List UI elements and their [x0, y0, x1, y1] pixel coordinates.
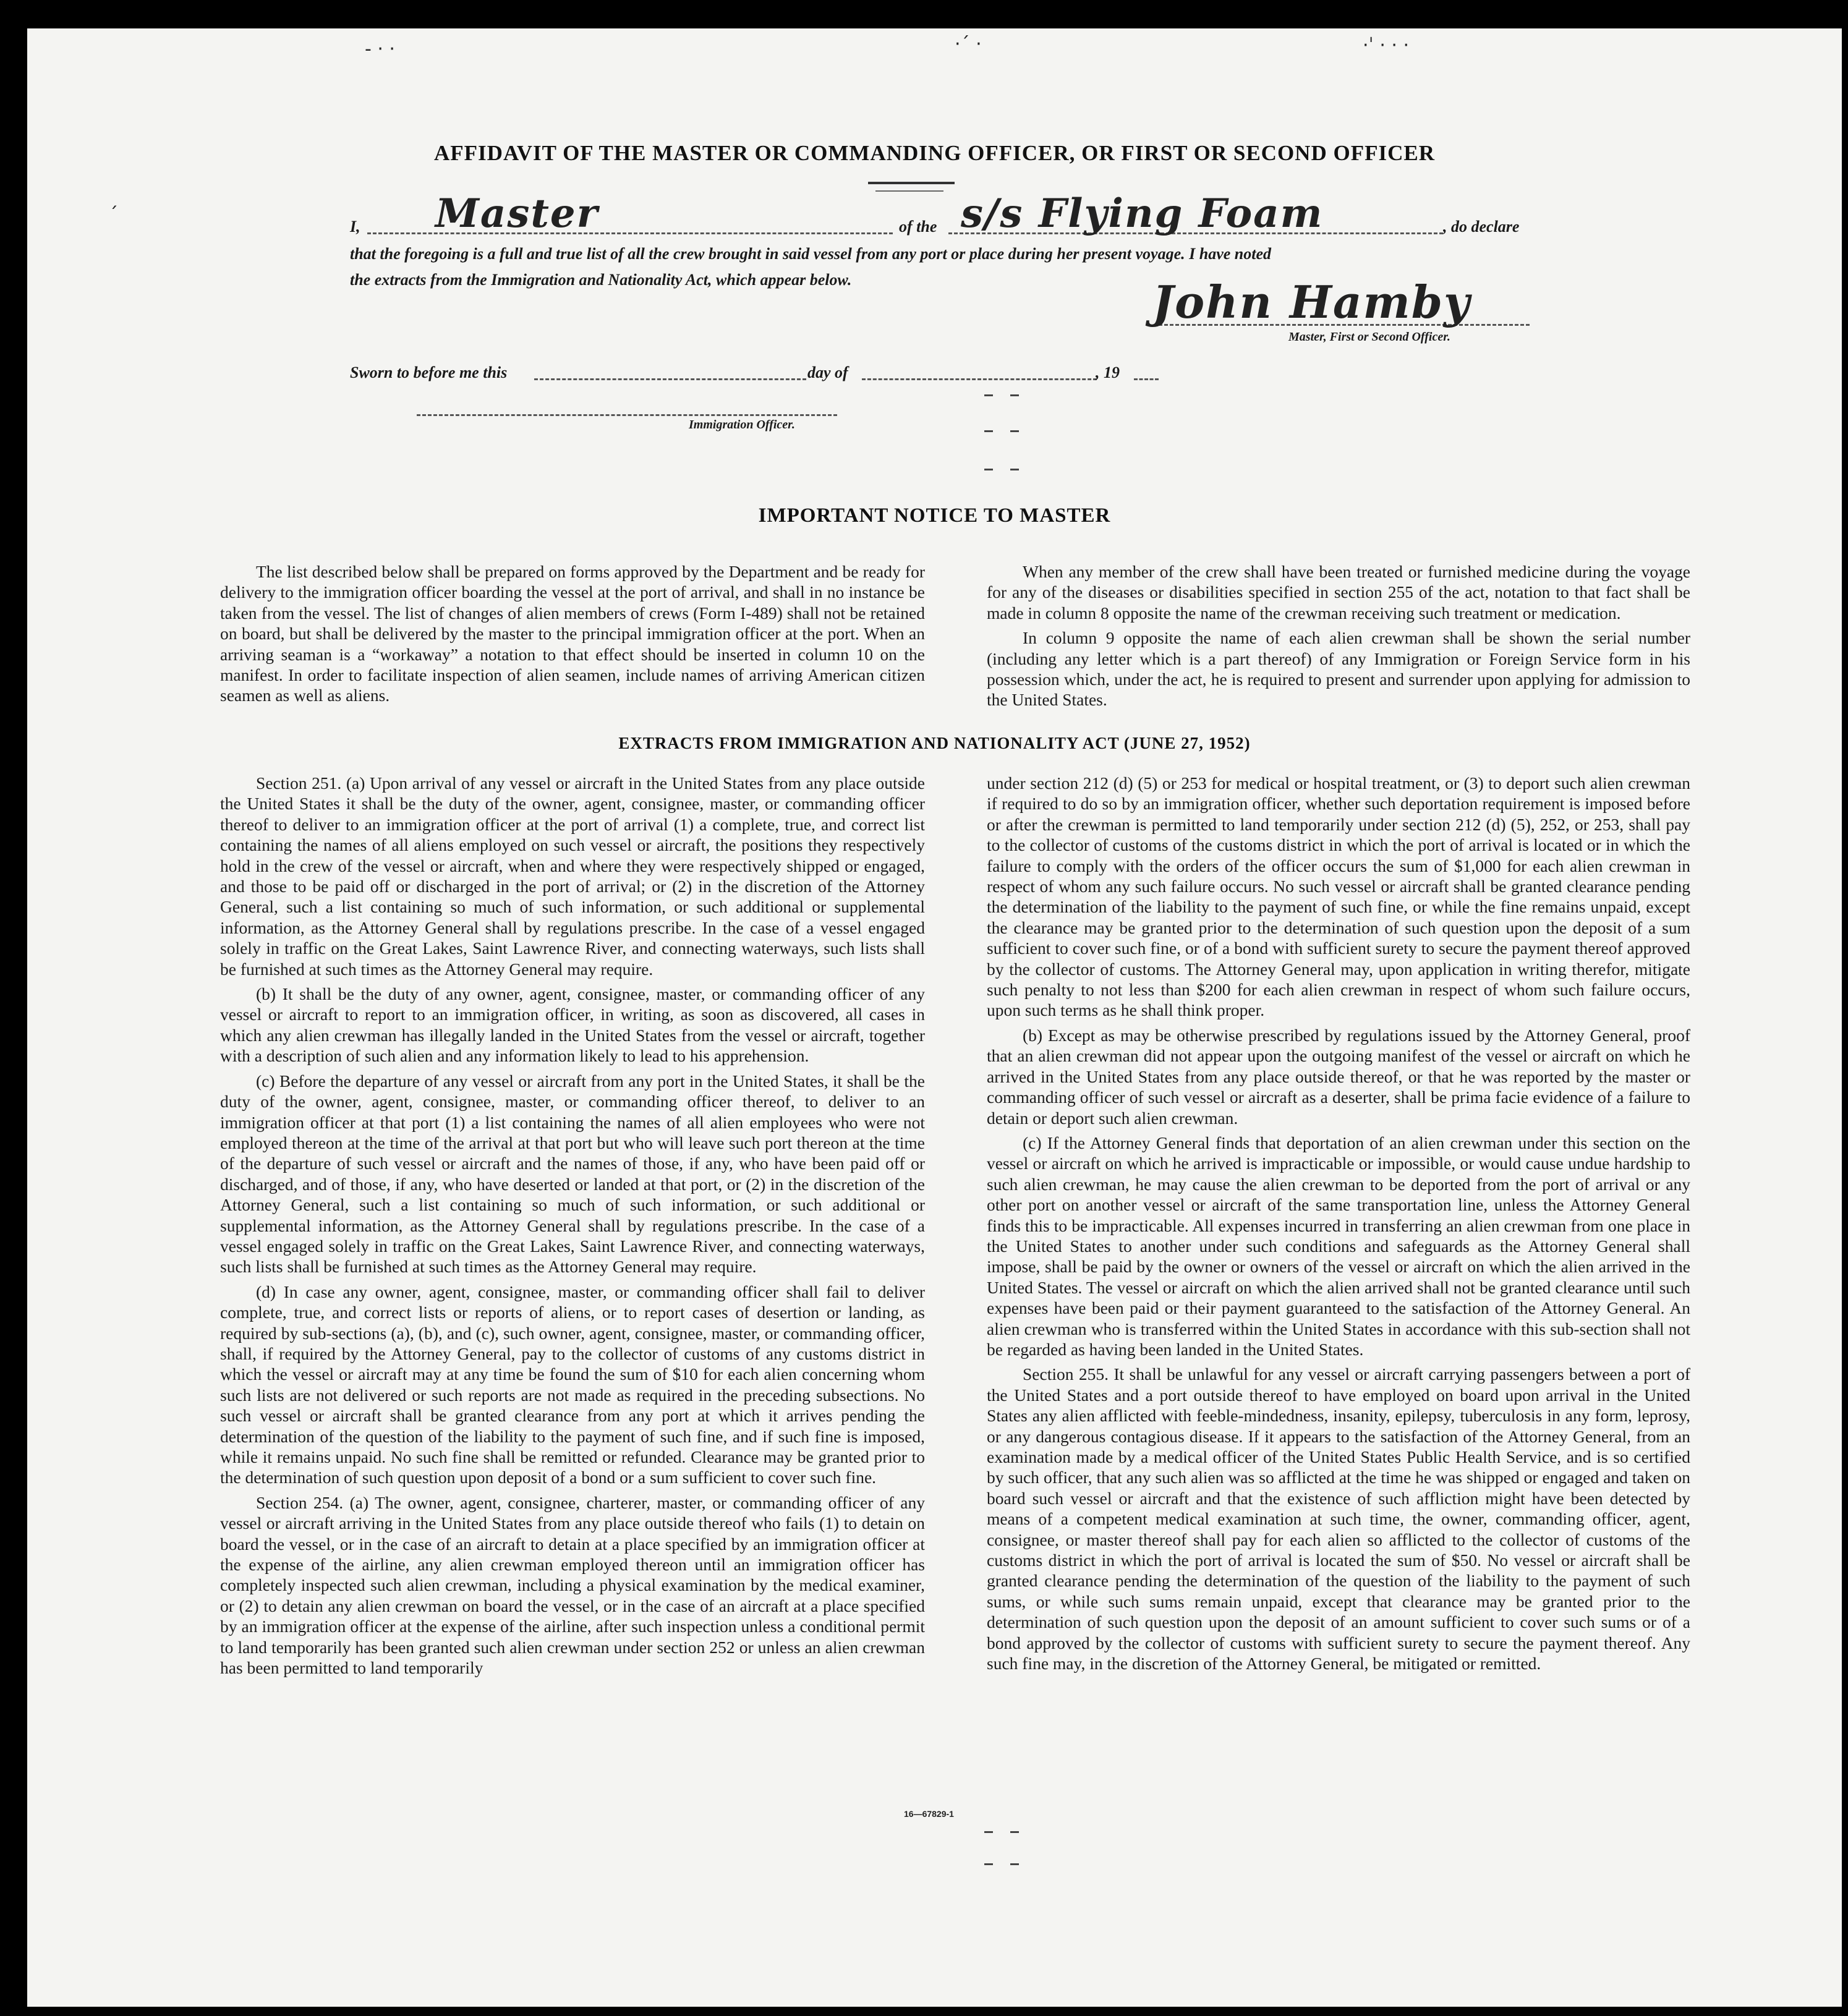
statement-line-1: that the foregoing is a full and true list of all the crew brought in said vessel from any port or place during her present voyage. I have noted	[350, 245, 1272, 263]
affidavit-title: AFFIDAVIT OF THE MASTER OR COMMANDING OFFICER, OR FIRST OR SECOND OFFICER	[434, 141, 1435, 165]
scan-mark	[1010, 1863, 1019, 1865]
scan-mark	[1010, 1831, 1019, 1833]
signature-caption: Master, First or Second Officer.	[1288, 330, 1450, 344]
form-number: 16—67829-1	[904, 1809, 954, 1819]
extracts-right-column	[987, 773, 1690, 1678]
sworn-day-line	[534, 378, 806, 380]
scan-mark	[984, 430, 993, 432]
officer-caption: Immigration Officer.	[689, 418, 795, 432]
sworn-prefix: Sworn to before me this	[350, 364, 508, 381]
title-rule	[875, 190, 943, 192]
year-line	[1134, 378, 1159, 380]
notice-right-column	[987, 561, 1690, 715]
notice-title: IMPORTANT NOTICE TO MASTER	[758, 504, 1111, 527]
scan-speck: ˏ	[109, 188, 118, 210]
notice-paragraph: The list described below shall be prepared on forms approved by the Department and be ready for delivery to the immigration officer boarding the vessel at the port of arrival, and shall in no instance be taken from the vessel. The list of changes of alien members of crews (Form I-489) shall not be retained on board, but shall be delivered by the master to the principal immigration officer at the port. When an arriving seaman is a “workaway” a notation to that effect should be inserted in column 10 on the manifest. In order to facilitate inspection of alien seamen, include names of arriving American citizen seamen as well as aliens.	[220, 562, 925, 705]
extract-paragraph: (b) It shall be the duty of any owner, agent, consignee, master, or commanding officer of any vessel or aircraft to report to an immigration officer, in writing, as soon as discovered, all cases in which any alien crewman has illegally landed in the United States from the vessel or aircraft, together with a description of such alien and any information likely to lead to his apprehension.	[220, 984, 925, 1066]
title-rule	[868, 182, 955, 184]
scan-speck: ·´ ·	[955, 33, 982, 55]
vessel-handwritten: s/s Flying Foam	[961, 190, 1324, 237]
notice-paragraph: When any member of the crew shall have been treated or furnished medicine during the voyage for any of the diseases or disabilities specified in section 255 of the act, notation to that fact shall be made in column 8 opposite the name of the crewman receiving such treatment or medication.	[987, 562, 1690, 623]
officer-line	[417, 414, 837, 416]
notice-left-column	[220, 561, 925, 710]
day-of-label: day of	[807, 364, 848, 381]
extracts-left-column	[220, 773, 925, 1682]
scan-mark	[1010, 394, 1019, 396]
notice-paragraph: In column 9 opposite the name of each alien crewman shall be shown the serial number (including any letter which is a part thereof) of any Immigration or Foreign Service form in his possession which, under the act, he is required to present and surrender upon applying for admission to the United States.	[987, 628, 1690, 710]
scan-mark	[984, 394, 993, 396]
scan-mark	[984, 469, 993, 470]
extract-paragraph: (b) Except as may be otherwise prescribed by regulations issued by the Attorney General, proof that an alien crewman did not appear upon the outgoing manifest of the vessel or aircraft on which he arrived in the United States from any place outside thereof, or that he was reported by the master or commanding officer of such vessel or aircraft as a deserter, shall be prima facie evidence of a failure to detain or deport such alien crewman.	[987, 1025, 1690, 1128]
declarant-handwritten: Master	[435, 190, 599, 237]
extract-paragraph: Section 254. (a) The owner, agent, consignee, charterer, master, or commanding officer of any vessel or aircraft arriving in the United States from any place outside thereof who fails (1) to detain on board the vessel, or in the case of an aircraft to detain at a place specified by an immigration officer at the expense of the airline, any alien crewman employed thereon until an immigration officer has completely inspected such alien crewman, including a physical examination by the medical examiner, or (2) to detain any alien crewman on board the vessel, or in the case of an aircraft at a place specified by an immigration officer at the expense of the airline, after such inspection unless a conditional permit to land temporarily has been granted such alien crewman under section 252 or unless an alien crewman has been permitted to land temporarily	[220, 1492, 925, 1678]
scan-speck: - · ·	[365, 38, 395, 60]
sworn-month-line	[862, 378, 1097, 380]
statement-line-2: the extracts from the Immigration and Nationality Act, which appear below.	[350, 271, 852, 289]
extract-paragraph-continued: under section 212 (d) (5) or 253 for medical or hospital treatment, or (3) to deport such alien crewman if required to do so by an immigration officer, whether such deportation requirement is imposed before or after the crewman is permitted to land temporarily under section 212 (d) (5), 252, or 253, shall pay to the collector of customs of the customs district in which the port of arrival is located or in which the failure to comply with the orders of the officer occurs the sum of $1,000 for each alien crewman in respect of whom any such failure occurs. No such vessel or aircraft shall be granted clearance pending the determination of the liability to the payment of such fine, or while the fine remains unpaid, except the clearance may be granted prior to the determination of such question upon the deposit of a sum sufficient to cover such fine, or of a bond with sufficient surety to secure the payment thereof approved by the collector of customs. The Attorney General may, upon application in writing therefor, mitigate such penalty to not less than $200 for each alien crewman in respect of whom such failure occurs, upon such terms as he shall think proper.	[987, 773, 1690, 1020]
extract-paragraph: Section 255. It shall be unlawful for any vessel or aircraft carrying passengers between a port of the United States and a port outside thereof to have employed on board upon arrival in the United States any alien afflicted with feeble-mindedness, insanity, epilepsy, tuberculosis in any form, leprosy, or any dangerous contagious disease. If it appears to the satisfaction of the Attorney General, from an examination made by a medical officer of the United States Public Health Service, and is so certified by such officer, that any such alien was so afflicted at the time he was shipped or engaged and taken on board such vessel or aircraft and that the existence of such affliction might have been detected by means of a competent medical examination at such time, the owner, commanding officer, agent, consignee, or master thereof shall pay for each alien so afflicted to the collector of customs of the customs district in which the port of arrival is located the sum of $50. No vessel or aircraft shall be granted clearance pending the determination of the question of the liability to the payment of such sums, or while such sums remain unpaid, except that clearance may be granted prior to the determination of such question upon the deposit of an amount sufficient to cover such sums or of a bond approved by the collector of customs with sufficient surety to secure the payment thereof. Any such fine may, in the discretion of the Attorney General, be mitigated or remitted.	[987, 1364, 1690, 1674]
extract-paragraph: (c) If the Attorney General finds that deportation of an alien crewman under this section on the vessel or aircraft on which he arrived is impracticable or impossible, or would cause undue hardship to such alien crewman, he may cause the alien crewman to be deported from the port of arrival or any other port on another vessel or aircraft of the same transportation line, unless the Attorney General finds this to be impracticable. All expenses incurred in transferring an alien crewman from one place in the United States to another under such conditions and safeguards as the Attorney General shall impose, shall be paid by the owner or owners of the vessel or aircraft on which the alien arrived in the United States. The vessel or aircraft on which the alien arrived shall not be granted clearance until such expenses have been paid or their payment guaranteed to the satisfaction of the Attorney General. An alien crewman who is transferred within the United States in accordance with this sub-section shall not be regarded as having been landed in the United States.	[987, 1133, 1690, 1359]
year-prefix: , 19	[1096, 364, 1120, 381]
of-the-label: of the	[899, 218, 937, 236]
document-page	[27, 28, 1842, 2007]
signature-handwritten: John Hamby	[1152, 276, 1471, 328]
scan-speck: ·ˈ · · ·	[1363, 35, 1409, 56]
scan-mark	[1010, 430, 1019, 432]
extracts-title: EXTRACTS FROM IMMIGRATION AND NATIONALITY ACT (JUNE 27, 1952)	[618, 734, 1251, 752]
extract-paragraph: Section 251. (a) Upon arrival of any vessel or aircraft in the United States from any place outside the United States it shall be the duty of the owner, agent, consignee, master, or commanding officer thereof to deliver to an immigration officer at the port of arrival (1) a complete, true, and correct list containing the names of all aliens employed on such vessel or aircraft, the positions they respectively hold in the crew of the vessel or aircraft, when and where they were respectively shipped or engaged, and those to be paid off or discharged in the port of arrival; or (2) in the discretion of the Attorney General, such a list containing so much of such information, or such additional or supplemental information, as the Attorney General shall by regulations prescribe. In the case of a vessel engaged solely in traffic on the Great Lakes, Saint Lawrence River, and connecting waterways, such lists shall be furnished at such times as the Attorney General may require.	[220, 773, 925, 979]
do-declare-label: , do declare	[1443, 218, 1520, 236]
extract-paragraph: (d) In case any owner, agent, consignee, master, or commanding officer shall fail to deliver complete, true, and correct lists or reports of aliens, or to report cases of desertion or landing, as required by sub-sections (a), (b), and (c), such owner, agent, consignee, master, or commanding officer, shall, if required by the Attorney General, pay to the collector of customs of any customs district in which the vessel or aircraft may at any time be found the sum of $10 for each alien concerning whom such lists are not delivered or such reports are not made as required in the preceding subsections. No such vessel or aircraft shall be granted clearance from any port at which it arrives pending the determination of the question of the liability to the payment of such fine, and if such fine is imposed, while it remains unpaid. No such fine shall be remitted or refunded. Clearance may be granted prior to the determination of such question upon deposit of a bond or a sum sufficient to cover such fine.	[220, 1282, 925, 1487]
extract-paragraph: (c) Before the departure of any vessel or aircraft from any port in the United States, it shall be the duty of the owner, agent, consignee, master, or commanding officer thereof, to deliver to an immigration officer at that port (1) a list containing the names of all alien employees who were not employed thereon at the time of the arrival at that port but who will leave such port thereon at the time of the departure of such vessel or aircraft and the names of those, if any, who have been paid off or discharged, and of those, if any, who have deserted or landed at that port, or (2) in the discretion of the Attorney General, such a list containing so much of such information, or such additional or supplemental information, as the Attorney General shall by regulations prescribe. In the case of a vessel engaged solely in traffic on the Great Lakes, Saint Lawrence River, and connecting waterways, such lists shall be furnished at such times as the Attorney General may require.	[220, 1071, 925, 1277]
scan-mark	[984, 1831, 993, 1833]
scan-mark	[1010, 469, 1019, 470]
scan-mark	[984, 1863, 993, 1865]
declarant-prefix: I,	[350, 218, 360, 236]
